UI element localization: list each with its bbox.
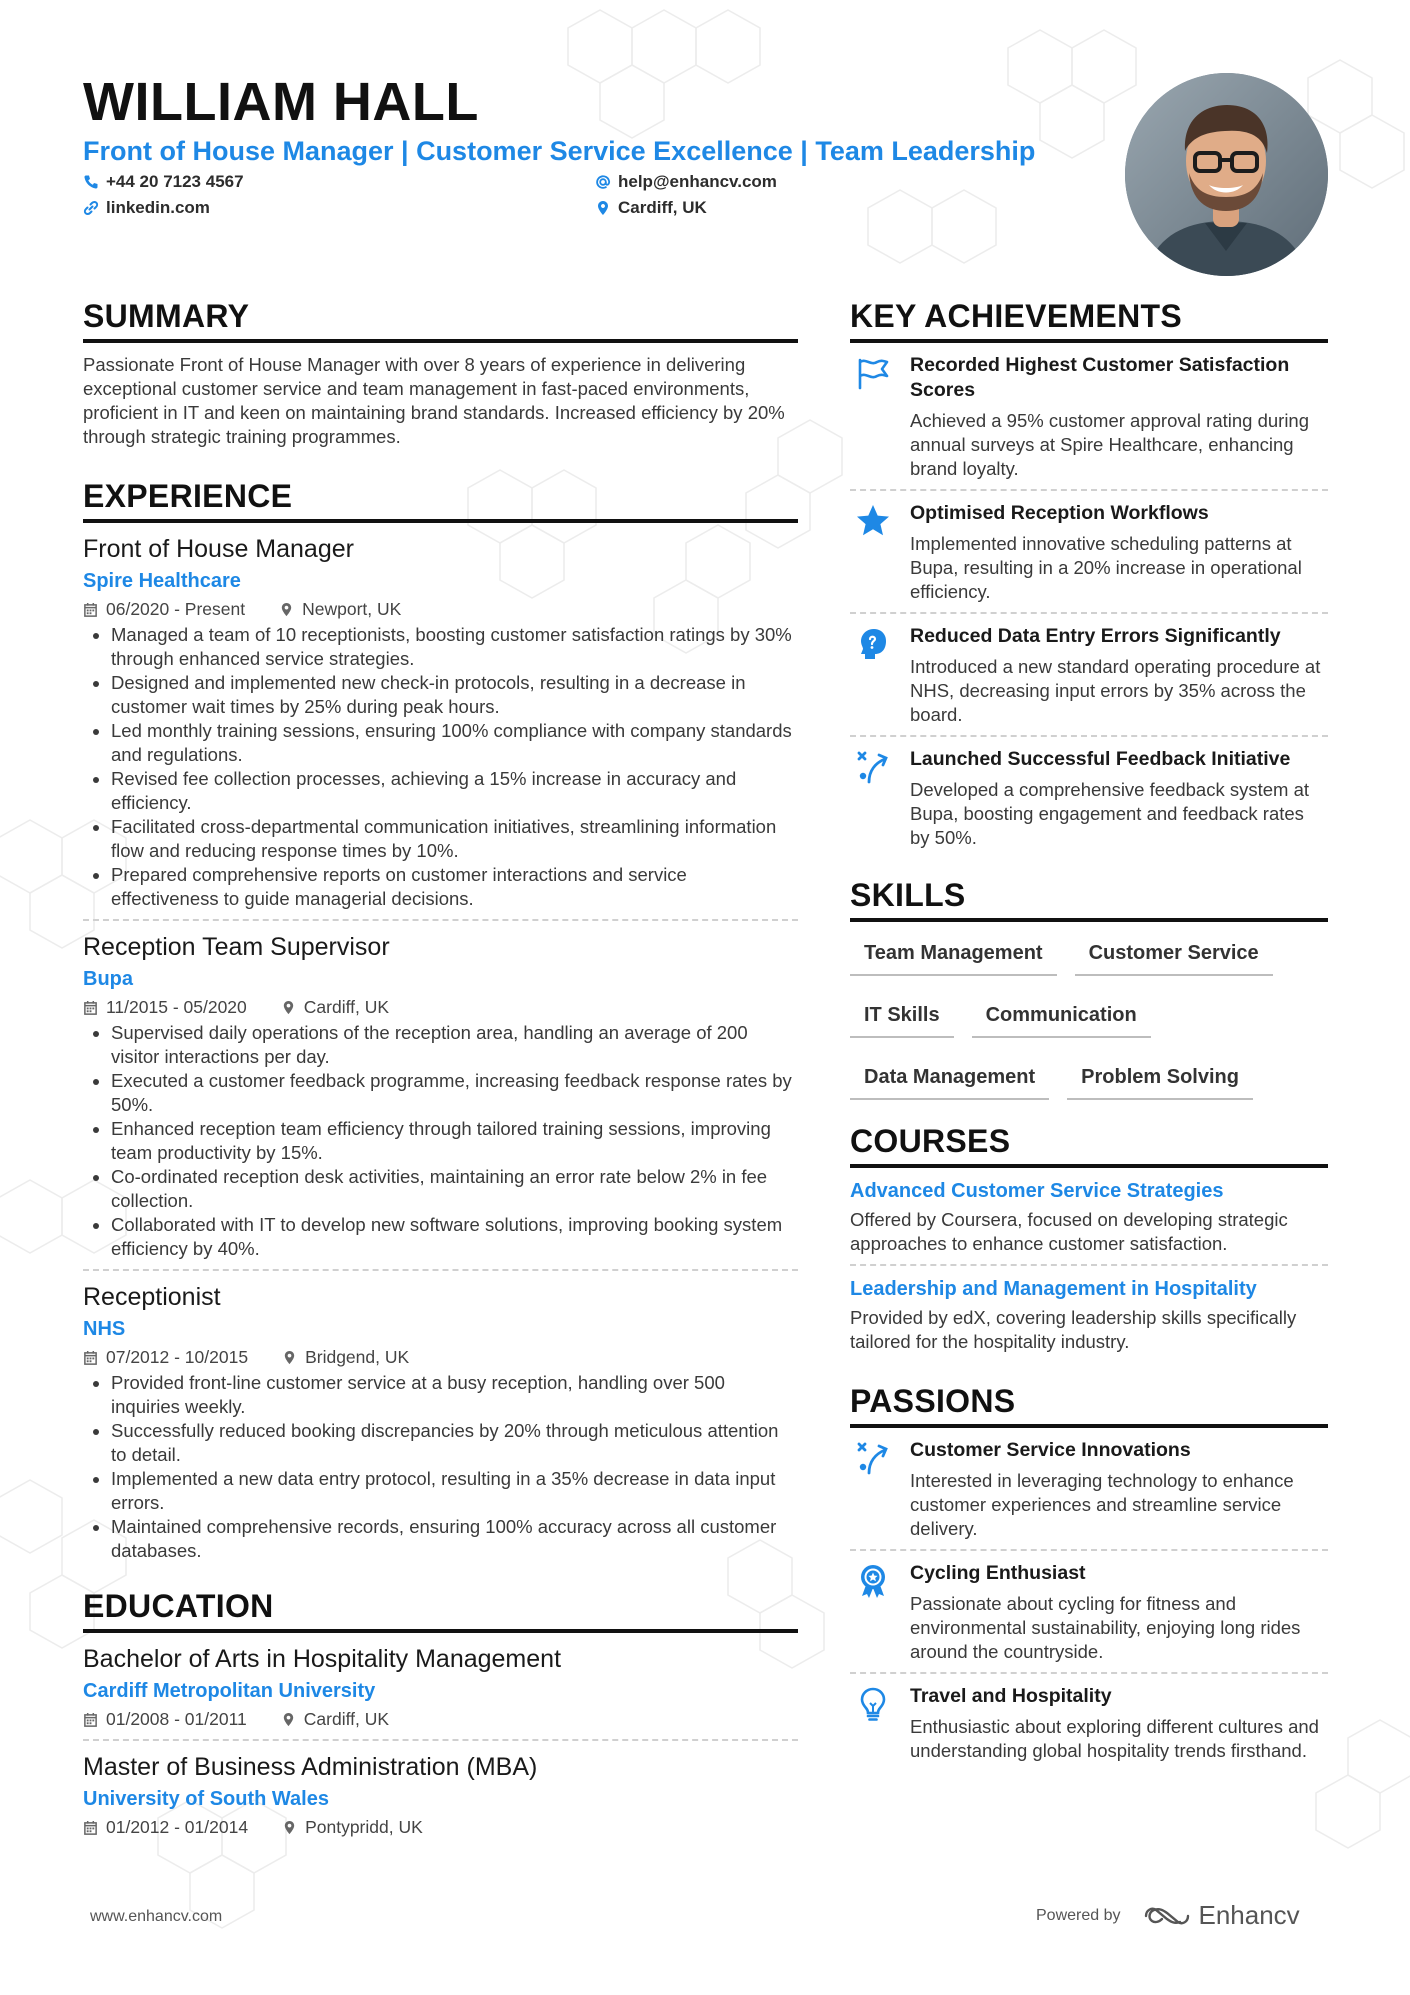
enhancv-brand-text: Enhancv [1198, 1900, 1300, 1930]
course-title: Advanced Customer Service Strategies [850, 1180, 1224, 1202]
contact-linkedin[interactable] [83, 197, 210, 219]
star-icon [855, 503, 891, 539]
experience-item [83, 523, 798, 919]
job-bullet: • Provided front-line customer service at a busy reception, handling over 500 inquiries weekly. [111, 1371, 798, 1419]
education-item [83, 1633, 798, 1739]
achievement-title: Optimised Reception Workflows [910, 502, 1209, 524]
company-name: NHS [83, 1318, 126, 1340]
company-name: Bupa [83, 968, 133, 990]
job-dates: 07/2012 - 10/2015 [106, 1347, 249, 1367]
candidate-name: WILLIAM HALL [83, 72, 479, 132]
head-icon [855, 626, 891, 662]
job-bullet: • Enhanced reception team efficiency through tailored training sessions, improving team productivity by 15%. [111, 1117, 798, 1165]
school-name: Cardiff Metropolitan University [83, 1680, 376, 1702]
left-column [83, 295, 798, 1847]
job-bullet: • Successfully reduced booking discrepancies by 20% through meticulous attention to detail. [111, 1419, 798, 1467]
passion-description: Enthusiastic about exploring different cultures and understanding global hospitality trends firsthand. [910, 1716, 1319, 1761]
calendar-icon [83, 1712, 98, 1727]
location-pin-icon [595, 200, 611, 216]
passion-title: Customer Service Innovations [910, 1439, 1191, 1461]
job-bullet: • Implemented a new data entry protocol, resulting in a 35% decrease in data input errors. [111, 1467, 798, 1515]
strategy-icon [855, 1440, 891, 1476]
job-dates: 06/2020 - Present [106, 599, 246, 619]
location-pin-icon [281, 1000, 296, 1015]
location-text: Cardiff, UK [618, 198, 707, 217]
right-column [850, 295, 1328, 1771]
experience-item [83, 919, 798, 1269]
location-pin-icon [279, 602, 294, 617]
education-meta [83, 1815, 798, 1839]
contact-email[interactable] [595, 171, 777, 193]
achievement-item [850, 489, 1328, 612]
passion-title: Travel and Hospitality [910, 1685, 1112, 1707]
calendar-icon [83, 602, 98, 617]
skill-tag: Communication [972, 998, 1151, 1038]
passion-description: Passionate about cycling for fitness and environmental sustainability, enjoying long rides around the countryside. [910, 1593, 1301, 1662]
achievement-item [850, 735, 1328, 858]
job-meta [83, 995, 798, 1019]
passion-item [850, 1672, 1328, 1771]
achievement-description: Introduced a new standard operating procedure at NHS, decreasing input errors by 35% across the board. [910, 656, 1321, 725]
achievement-title: Reduced Data Entry Errors Significantly [910, 625, 1281, 647]
passion-description: Interested in leveraging technology to enhance customer experiences and streamline service delivery. [910, 1470, 1294, 1539]
link-icon [83, 200, 99, 216]
achievement-item [850, 612, 1328, 735]
job-meta [83, 597, 798, 621]
course-title: Leadership and Management in Hospitality [850, 1278, 1257, 1300]
job-bullet: • Facilitated cross-departmental communication initiatives, streamlining information flow and reducing response times by 10%. [111, 815, 798, 863]
job-location: Newport, UK [302, 599, 402, 619]
candidate-headline: Front of House Manager | Customer Service Excellence | Team Leadership [83, 136, 1036, 166]
passion-item [850, 1428, 1328, 1549]
email-text: help@enhancv.com [618, 172, 777, 191]
education-location: Pontypridd, UK [305, 1817, 423, 1837]
profile-photo [1125, 73, 1328, 276]
passions-heading: PASSIONS [850, 1380, 1328, 1428]
achievement-description: Developed a comprehensive feedback system at Bupa, boosting engagement and feedback rates by 50%. [910, 779, 1309, 848]
summary-text: Passionate Front of House Manager with over 8 years of experience in delivering exceptional customer service and team management in fast-paced environments, proficient in IT and keen on maintaining brand standards. Increased efficiency by 20% through strategic training programmes. [83, 354, 785, 447]
education-location: Cardiff, UK [303, 1709, 390, 1729]
powered-by-label: Powered by [1036, 1906, 1121, 1924]
calendar-icon [83, 1350, 98, 1365]
job-bullet: • Co-ordinated reception desk activities, maintaining an error rate below 2% in fee collection. [111, 1165, 798, 1213]
course-description: Offered by Coursera, focused on developing strategic approaches to enhance customer satisfaction. [850, 1209, 1288, 1254]
courses-heading: COURSES [850, 1120, 1328, 1168]
degree-title: Bachelor of Arts in Hospitality Management [83, 1645, 562, 1673]
job-bullet: • Executed a customer feedback programme, increasing feedback response rates by 50%. [111, 1069, 798, 1117]
location-pin-icon [282, 1820, 297, 1835]
job-title: Reception Team Supervisor [83, 933, 390, 961]
job-location: Bridgend, UK [305, 1347, 410, 1367]
course-description: Provided by edX, covering leadership skills specifically tailored for the hospitality industry. [850, 1307, 1297, 1352]
course-item [850, 1264, 1328, 1362]
job-bullet: • Revised fee collection processes, achieving a 15% increase in accuracy and efficiency. [111, 767, 798, 815]
job-meta [83, 1345, 798, 1369]
skills-heading: SKILLS [850, 874, 1328, 922]
contact-location [595, 197, 707, 219]
footer-powered-by [1036, 1900, 1300, 1931]
passion-title: Cycling Enthusiast [910, 1562, 1086, 1584]
contact-phone[interactable] [83, 171, 244, 193]
skill-tag: IT Skills [850, 998, 954, 1038]
job-title: Receptionist [83, 1283, 221, 1311]
job-location: Cardiff, UK [303, 997, 390, 1017]
passions-section [850, 1380, 1328, 1771]
education-meta [83, 1707, 798, 1731]
job-bullet: • Prepared comprehensive reports on customer interactions and service effectiveness to guide managerial decisions. [111, 863, 798, 911]
job-title: Front of House Manager [83, 535, 354, 563]
location-pin-icon [282, 1350, 297, 1365]
passion-item [850, 1549, 1328, 1672]
achievement-title: Launched Successful Feedback Initiative [910, 748, 1291, 770]
job-bullet: • Collaborated with IT to develop new software solutions, improving booking system efficiency by 40%. [111, 1213, 798, 1261]
experience-section [83, 475, 798, 1571]
company-name: Spire Healthcare [83, 570, 241, 592]
degree-title: Master of Business Administration (MBA) [83, 1753, 538, 1781]
summary-section [83, 295, 798, 449]
skill-tag: Data Management [850, 1060, 1049, 1100]
job-bullet: • Supervised daily operations of the reception area, handling an average of 200 visitor interactions per day. [111, 1021, 798, 1069]
job-bullet: • Led monthly training sessions, ensuring 100% compliance with company standards and regulations. [111, 719, 798, 767]
experience-heading: EXPERIENCE [83, 475, 798, 523]
education-dates: 01/2008 - 01/2011 [106, 1709, 247, 1729]
job-bullet: • Maintained comprehensive records, ensuring 100% accuracy across all customer databases. [111, 1515, 798, 1563]
skills-section [850, 874, 1328, 1104]
course-item [850, 1168, 1328, 1264]
at-icon [595, 174, 611, 190]
strategy-icon [855, 749, 891, 785]
linkedin-text: linkedin.com [106, 198, 210, 217]
skill-tag: Customer Service [1075, 936, 1273, 976]
calendar-icon [83, 1000, 98, 1015]
courses-section [850, 1120, 1328, 1362]
skill-tag: Team Management [850, 936, 1057, 976]
education-item [83, 1739, 798, 1847]
job-bullet: • Designed and implemented new check-in protocols, resulting in a decrease in customer wait times by 25% during peak hours. [111, 671, 798, 719]
summary-heading: SUMMARY [83, 295, 798, 343]
flag-icon [855, 355, 891, 391]
job-bullets [83, 623, 798, 911]
education-heading: EDUCATION [83, 1585, 798, 1633]
achievement-title: Recorded Highest Customer Satisfaction Scores [910, 354, 1290, 401]
skill-tag: Problem Solving [1067, 1060, 1253, 1100]
badge-icon [855, 1563, 891, 1599]
skills-list [850, 922, 1328, 1104]
education-section [83, 1585, 798, 1847]
phone-icon [83, 174, 99, 190]
phone-text: +44 20 7123 4567 [106, 172, 244, 191]
experience-item [83, 1269, 798, 1571]
achievement-item [850, 343, 1328, 489]
enhancv-logo[interactable] [1143, 1900, 1300, 1931]
lightbulb-icon [855, 1686, 891, 1722]
education-dates: 01/2012 - 01/2014 [106, 1817, 249, 1837]
enhancv-logo-icon [1143, 1904, 1191, 1928]
job-bullets [83, 1021, 798, 1261]
footer-website[interactable]: www.enhancv.com [90, 1908, 223, 1925]
job-bullet: • Managed a team of 10 receptionists, boosting customer satisfaction ratings by 30% through enhanced service strategies. [111, 623, 798, 671]
achievements-heading: KEY ACHIEVEMENTS [850, 295, 1328, 343]
job-dates: 11/2015 - 05/2020 [106, 997, 247, 1017]
calendar-icon [83, 1820, 98, 1835]
achievement-description: Achieved a 95% customer approval rating during annual surveys at Spire Healthcare, enhancing brand loyalty. [910, 410, 1310, 479]
school-name: University of South Wales [83, 1788, 329, 1810]
job-bullets [83, 1371, 798, 1563]
location-pin-icon [281, 1712, 296, 1727]
achievement-description: Implemented innovative scheduling patterns at Bupa, resulting in a 20% increase in operational efficiency. [910, 533, 1302, 602]
achievements-section [850, 295, 1328, 858]
